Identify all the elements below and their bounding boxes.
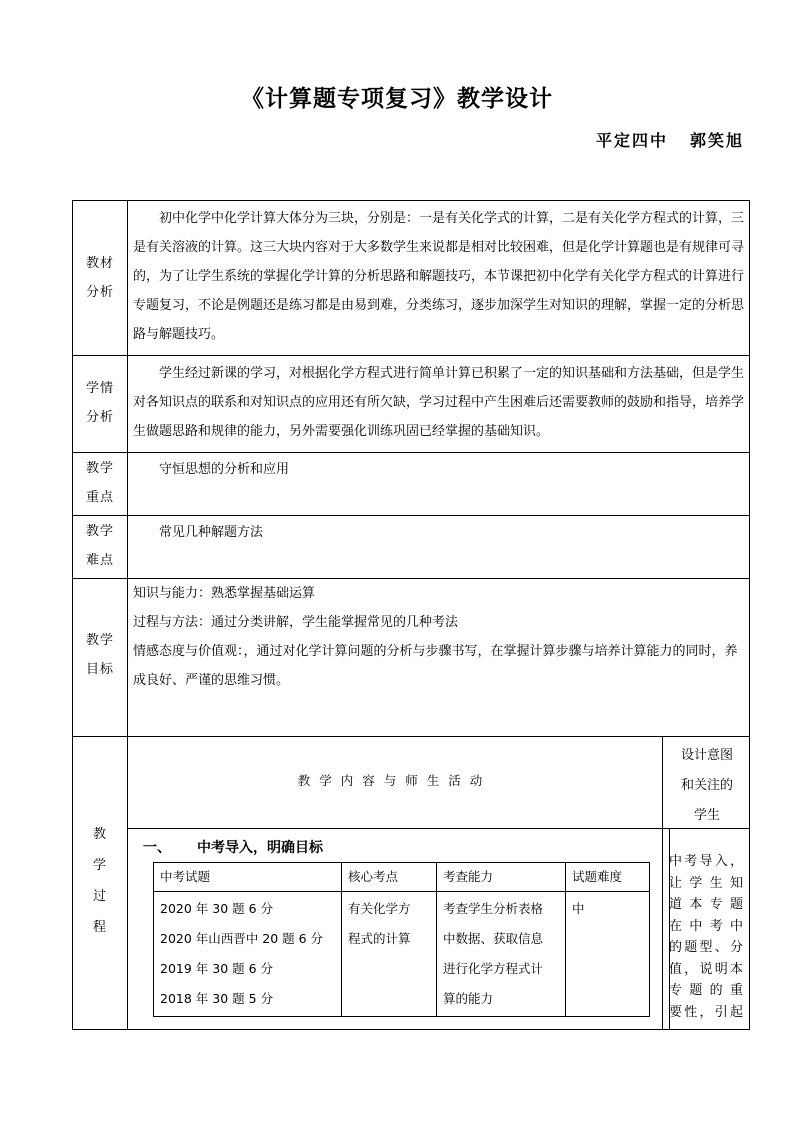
- process-content-header: 教学内容与师生活动: [297, 773, 492, 788]
- section-heading: 一、 中考导入，明确目标: [143, 840, 323, 856]
- row-divider: [73, 355, 749, 356]
- author-line: [596, 128, 744, 151]
- header-divider: [127, 828, 749, 829]
- label-student: 学情 分析: [85, 381, 114, 425]
- table-row: [154, 892, 650, 1017]
- row-divider: [73, 515, 749, 516]
- col-core: 核心考点: [342, 863, 437, 892]
- student-analysis-text: 学生经过新课的学习，对根据化学方程式进行简单计算已积累了一定的知识基础和方法基础，但是学生对各知识点的联系和对知识点的应用还有所欠缺，学习过程中产生困难后还需要教师的鼓励和指导，培养学生做题思路和规律的能力，另外需要强化训练巩固已经掌握的基础知识。: [133, 366, 745, 439]
- key-point-text: 守恒思想的分析和应用: [159, 462, 290, 477]
- design-intent-header: 设计意图 和关注的 学生: [680, 748, 733, 823]
- col-exam: 中考试题: [154, 863, 342, 892]
- col-difficulty: 试题难度: [566, 863, 650, 892]
- label-key: 教学 重点: [85, 461, 114, 505]
- row-divider: [73, 452, 749, 453]
- difficulty-value: 中: [566, 892, 650, 1017]
- material-analysis-text: 初中化学中化学计算大体分为三块，分别是：一是有关化学式的计算，二是有关化学方程式的计算，三是有关溶液的计算。这三大块内容对于大多数学生来说都是相对比较困难，但是化学计算题也是有规律可寻的，为了让学生系统的掌握化学计算的分析思路和解题技巧，本节课把初中化学有关化学方程式的计算进行专题复习，不论是例题还是练习都是由易到难，分类练习，逐步加深学生对知识的理解，掌握一定的分析思路与解题技巧。: [133, 211, 745, 342]
- label-column-divider: [127, 201, 128, 1029]
- goals-text: [133, 579, 745, 695]
- author-name: 郭笑旭: [689, 131, 744, 150]
- design-intent-note: 中考导入， 让学生知 道本专题 在中考中 的题型、分 值，说明本 专题的重 要性，引起: [669, 854, 743, 1020]
- label-process: 教 学 过 程: [92, 827, 107, 935]
- author-school: 平定四中: [595, 131, 668, 150]
- row-divider: [73, 736, 749, 737]
- lesson-plan-table: [72, 200, 750, 1030]
- exam-table-header: [154, 863, 650, 892]
- ability-desc: 考查学生分析表格 中数据、获取信息 进行化学方程式计 算的能力: [437, 892, 566, 1017]
- difficult-point-text: 常见几种解题方法: [159, 525, 264, 540]
- page-title: 《计算题专项复习》教学设计: [241, 85, 553, 112]
- goal-process: 过程与方法：通过分类讲解，学生能掌握常见的几种考法: [133, 615, 459, 630]
- goal-knowledge: 知识与能力：熟悉掌握基础运算: [133, 586, 316, 601]
- label-difficult: 教学 难点: [85, 524, 114, 568]
- col-ability: 考查能力: [437, 863, 566, 892]
- exam-list: 2020 年 30 题 6 分 2020 年山西晋中 20 题 6 分 2019 年 30 题 6 分 2018 年 30 题 5 分: [154, 892, 342, 1017]
- label-material: 教材 分析: [85, 256, 114, 300]
- exam-table: [153, 862, 650, 1017]
- core-point: 有关化学方 程式的计算: [342, 892, 437, 1017]
- goal-attitude: 情感态度与价值观：，通过对化学计算问题的分析与步骤书写，在掌握计算步骤与培养计算能力的同时，养成良好、严谨的思维习惯。: [133, 644, 738, 688]
- label-goals: 教学 目标: [85, 633, 114, 677]
